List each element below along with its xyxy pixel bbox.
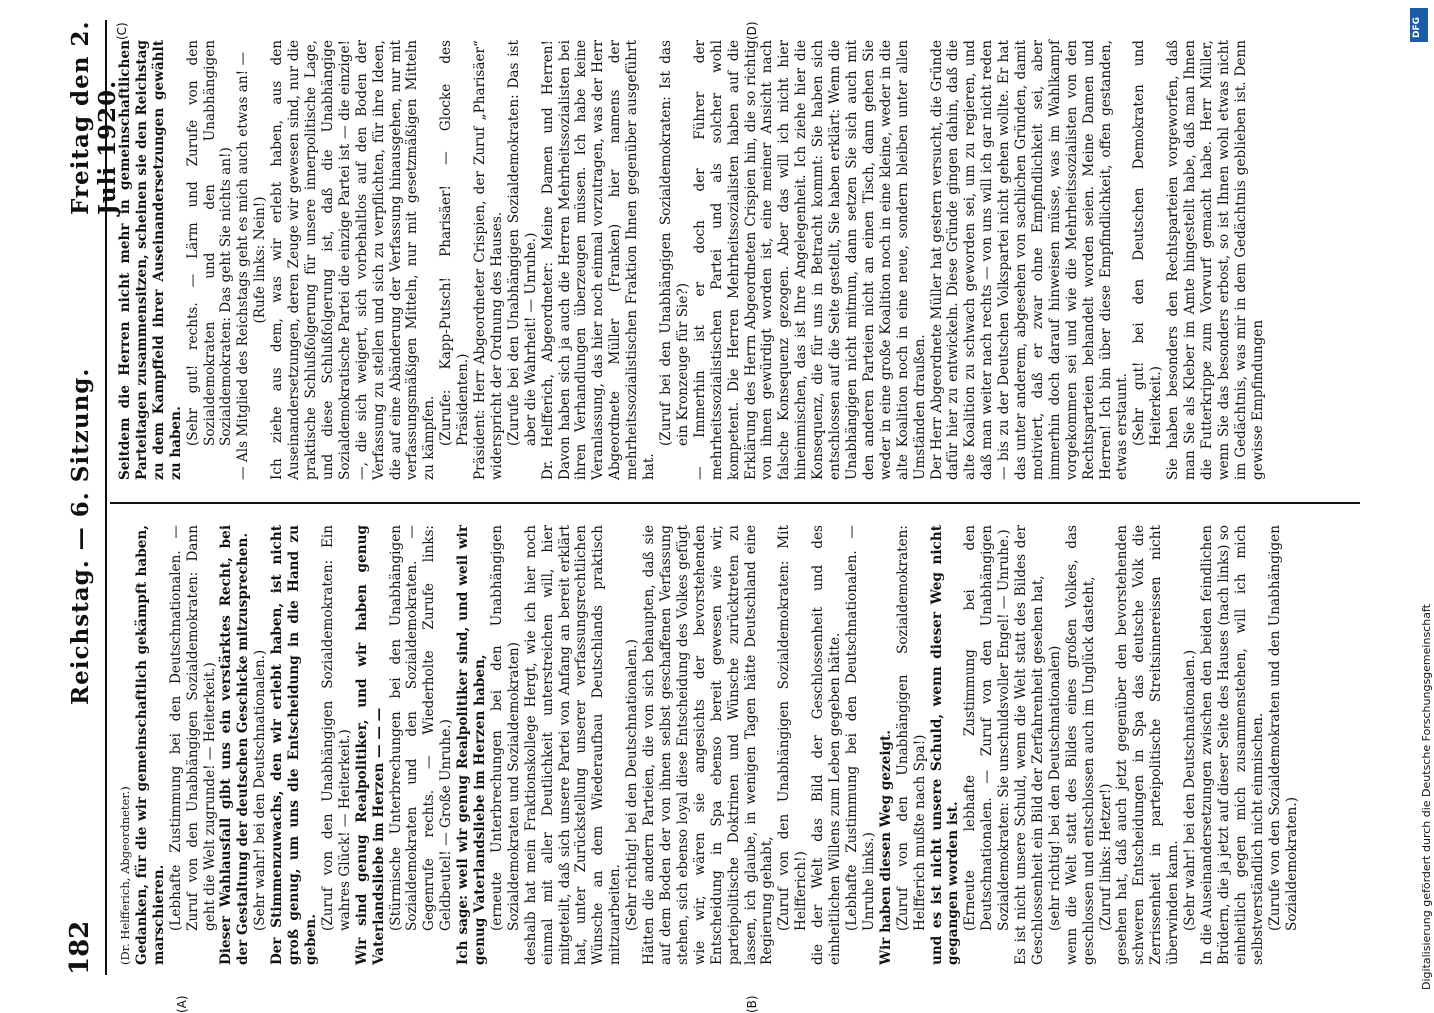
interjection: (Sehr gut! bei den Deutschen Demokraten und Heiterkeit.): [1131, 40, 1165, 446]
interjection: (erneute Unterbrechungen bei den Unabhängigen Sozialdemokraten und Sozialdemokraten): [488, 525, 522, 931]
paragraph: Dieser Wahlausfall gibt uns ein verstärktes Recht, bei der Gestaltung der deutschen Geschicke mitzusprechen.: [218, 525, 252, 965]
paragraph: Gedanken, für die wir gemeinschaftlich gekämpft haben, marschieren.: [133, 525, 167, 965]
interjection: (Rufe links: Nein!): [252, 196, 269, 324]
paragraph: gesehen hat, daß auch jetzt gegenüber den bevorstehenden schweren Entscheidungen in Spa das deutsche Volk die Zerrissenheit in parteipolitische Streitsinnereissen nicht überwinden kann.: [1114, 525, 1182, 965]
interjection: (Lebhafte Zustimmung bei den Deutschnationalen. — Zuruf von den Unabhängigen Sozialdemokraten: Dann geht die Welt zugrunde! — Heiterkeit.): [167, 525, 218, 931]
interjection: (Sehr wahr! bei den Deutschnationalen.): [1182, 649, 1199, 931]
margin-marker-d: (D): [745, 21, 759, 40]
right-text-column: [117, 40, 1267, 480]
paragraph: — Als Mitglied des Reichstags geht es mich auch etwas an! —: [235, 51, 252, 480]
margin-marker-a: (A): [175, 995, 189, 1013]
page-header: [45, 20, 121, 975]
interjection: (Erneute lebhafte Zustimmung bei den Deutschnationalen. — Zuruf von den Unabhängigen Sozialdemokraten: Sie unschuldsvoller Engel! — Unruhe.): [962, 525, 1013, 931]
paragraph: Hätten die andern Parteien, die von sich behaupten, daß sie auf dem Boden der von ihnen selbst geschaffenen Verfassung stehen, sich ebenso loyal diese Entscheidung des Volkes gefügt wie wir, wären sie angesichts der bevorstehenden Entscheidung in Spa ebenso bereit gewesen wie wir, parteipolitische Doktrinen und Wünsche zurücktreten zu lassen, ich glaube, in wenigen Tagen hätte Deutschland eine Regierung gehabt,: [641, 525, 776, 965]
interjection: (Zuruf von den Unabhängigen Sozialdemokraten: Helfferich mußte nach Spa!): [894, 525, 928, 931]
interjection: (Zurufe von den Sozialdemokraten und den Unabhängigen Sozialdemokraten.): [1266, 525, 1300, 931]
interjection: (Sehr wahr! bei den Deutschnationalen.): [252, 649, 269, 931]
digitization-credit: Digitalisierung gefördert durch die Deutsche Forschungsgemeinschaft: [1420, 604, 1433, 990]
interjection: (Sehr gut! rechts. — Lärm und Zurufe von den Sozialdemokraten und den Unabhängigen Sozialdemokraten: Das geht Sie nichts an!): [184, 40, 235, 446]
speaker-line: (Dr. Helfferich, Abgeordneter.): [118, 786, 132, 965]
paragraph: die der Welt das Bild der Geschlossenheit und des einheitlichen Willens zum Leben gegeben hätte.: [810, 525, 844, 965]
interjection: (Zuruf links: Hetzer!): [1097, 783, 1114, 931]
interjection: (Zuruf bei den Unabhängigen Sozialdemokraten: Ist das ein Kronzeuge für Sie?): [658, 40, 691, 446]
interjection: (Lebhafte Zustimmung bei den Deutschnationalen. — Unruhe links.): [843, 525, 877, 931]
header-left-title: Reichstag. — 6. Sitzung.: [67, 367, 94, 705]
page-number: 182: [65, 920, 95, 975]
paragraph: — Immerhin ist er doch der Führer der mehrheitssozialistischen Partei und als solcher wohl kompetent. Die Herren Mehrheitssozialisten haben auf die Erklärung des Herrn Abgeordneten Crispien hin, die so richtig von ihnen gewürdigt worden ist, eine meiner Ansicht nach falsche Konsequenz gezogen. Aber das will ich nicht hier hineinmischen, das ist Ihre Angelegenheit. Ich ziehe hier die Konsequenz, die für uns in Betracht kommt: Sie haben sich entschlossen auf die Seite gestellt, Sie haben erklärt: Wenn die Unabhängigen nicht mitmun, dann setzen Sie sich auch mit den anderen Parteien nicht an einen Tisch, dann gehen Sie weder in eine große Koalition noch in eine kleine, weder in die alte Koalition noch in eine neue, sondern bleiben unter allen Umständen draußen.: [691, 40, 928, 480]
margin-marker-b: (B): [745, 995, 759, 1013]
margin-marker-c: (C): [115, 22, 129, 40]
paragraph: Sie haben besonders den Rechtsparteien vorgeworfen, daß man Sie als Kleber im Amte hingestellt habe, daß man Ihnen die Futterkrippe zum Vorwurf gemacht habe. Herr Müller, wenn Sie das besonders erbost, so ist Ihnen wohl etwas nicht im Gedächtnis, was mir in dem Gedächtnis geblieben ist. Denn gewisse Empfindungen: [1165, 40, 1266, 480]
interjection: (Stürmische Unterbrechungen bei den Unabhängigen Sozialdemokraten und den Sozialdemokraten. — Gegenrufe rechts. — Wiederholte Zurufe links: Geldbeutel! — Große Unruhe.): [387, 525, 455, 931]
interjection: (Zuruf von den Unabhängigen Sozialdemokraten: Mit Helfferich!): [776, 525, 810, 931]
header-right-title: Freitag den 2. Juli 1920.: [67, 20, 121, 215]
interjection: (Zurufe bei den Unabhängigen Sozialdemokraten: Das ist aber die Wahrheit! — Unruhe.): [505, 40, 539, 446]
interjection: (Zurufe: Kapp-Putsch! Pharisäer! — Glocke des Präsidenten.): [438, 40, 472, 446]
paragraph: Seitdem die Herren nicht mehr in gemeinschaftlichen Parteitagen zusammensitzen, scheinen sie den Reichstag zu dem Kampffeld ihrer Auseinandersetzungen gewählt zu haben.: [117, 40, 184, 480]
dfg-logo: [1410, 8, 1428, 42]
paragraph: Der Stimmenzuwachs, den wir erlebt haben, ist nicht groß genug, um uns die Entscheidung in die Hand zu geben.: [269, 525, 319, 965]
paragraph: Es ist nicht unsere Schuld, wenn die Welt statt des Bildes der Geschlossenheit ein Bild der Zerfahrenheit gesehen hat,: [1013, 525, 1046, 965]
left-text-column: [117, 525, 1300, 965]
paragraph: Wir haben diesen Weg gezeigt.: [877, 729, 894, 965]
dfg-logo-text: DFG: [1412, 16, 1422, 38]
interjection: (sehr richtig! bei den Deutschnationalen): [1046, 645, 1063, 931]
paragraph: Der Herr Abgeordnete Müller hat gestern versucht, die Gründe dafür hier zu entwickeln. Diese Gründe gingen dahin, daß die alte Koalition zu schwach geworden sei, um zu regieren, und daß man weiter nach rechts — von uns will ich gar nicht reden — bis zu der Deutschen Volkspartei nicht gehen wollte. Er hat das unter anderem, abgesehen von sachlichen Gründen, damit motiviert, daß er zwar ohne Empfindlichkeit sei, aber immerhin doch darauf hinweisen müsse, was im Wahlkampf vorgekommen sei und wie die Mehrheitssozialisten von den Rechtsparteien behandelt worden seien. Meine Damen und Herren! Ich bin über diese Empfindlichkeit, offen gestanden, etwas erstaunt.: [928, 40, 1131, 480]
paragraph: wenn die Welt statt des Bildes eines großen Volkes, das geschlossen und entschlossen auch im Unglück dasteht,: [1063, 525, 1097, 965]
column-divider: [110, 502, 1360, 504]
paragraph: deshalb hat mein Fraktionskollege Hergt, wie ich hier noch einmal mit aller Deutlichkeit unterstreichen will, hier mitgeteilt, daß sich unsere Partei von Anfang an bereit erklärt hat, unter Zurückstellung unserer verfassungsrechtlichen Wünsche an dem Wiederaufbau Deutschlands praktisch mitzuarbeiten.: [522, 525, 624, 965]
paragraph: Präsident: Herr Abgeordneter Crispien, der Zuruf „Pharisäer“ widerspricht der Ordnung des Hauses.: [472, 40, 505, 480]
paragraph: Dr. Helfferich, Abgeordneter: Meine Damen und Herren! Davon haben sich ja auch die Herren Mehrheitssozialisten bei ihren Verhandlungen überzeugen müssen. Ich habe keine Veranlassung, das hier noch einmal vorzutragen, was der Herr Abgeordnete Müller (Franken) hier namens der mehrheitssozialistischen Fraktion Ihnen gegenüber ausgeführt hat.: [539, 40, 658, 480]
paragraph: In die Auseinandersetzungen zwischen den beiden feindlichen Brüdern, die ja jetzt auf dieser Seite des Hauses (nach links) so einheitlich gegen mich zusammenstehen, will ich mich selbstverständlich nicht einmischen.: [1199, 525, 1266, 965]
rotated-newspaper-page: [45, 20, 1365, 1013]
paragraph: Ich ziehe aus dem, was wir erlebt haben, aus den Auseinandersetzungen, deren Zeuge wir gewesen sind, nur die praktische Schlußfolgerung für unsere innerpolitische Lage, und diese Schlußfolgerung ist, daß die Unabhängige Sozialdemokratische Partei die einzige Partei ist — die einzige! —, die sich weigert, sich vorbehaltlos auf den Boden der Verfassung zu stellen und sich zu verpflichten, für ihre Ideen, die auf eine Abänderung der Verfassung hinausgehen, nur mit verfassungsmäßigen Mitteln, nur mit gesetzmäßigen Mitteln zu kämpfen.: [269, 40, 438, 480]
paragraph: Wir sind genug Realpolitiker, und wir haben genug Vaterlandsliebe im Herzen — — —: [353, 525, 387, 965]
paragraph: Ich sage: weil wir genug Realpolitiker sind, und weil wir genug Vaterlandsliebe im Herzen haben,: [455, 525, 489, 965]
interjection: (Zuruf von den Unabhängigen Sozialdemokraten: Ein wahres Glück! — Heiterkeit.): [319, 525, 353, 931]
interjection: (Sehr richtig! bei den Deutschnationalen.): [624, 639, 641, 931]
paragraph: und es ist nicht unsere Schuld, wenn dieser Weg nicht gegangen worden ist.: [928, 525, 962, 965]
